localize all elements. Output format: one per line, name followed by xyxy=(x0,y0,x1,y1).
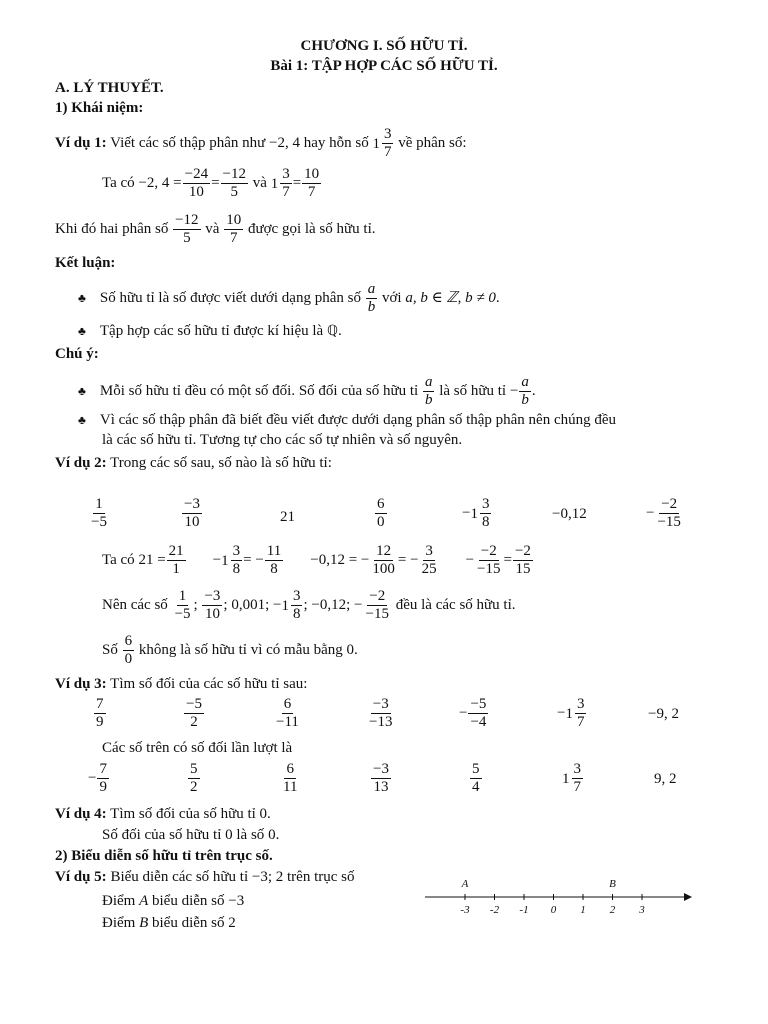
den: −15 xyxy=(477,561,501,577)
axis-tick-label: -2 xyxy=(489,904,500,916)
ex3-ans-b xyxy=(187,761,201,796)
note-item-2 xyxy=(78,411,616,429)
num: 6 xyxy=(124,633,133,649)
text: Ta có xyxy=(102,551,139,568)
num: −2 xyxy=(661,496,678,512)
sep: ; xyxy=(193,596,198,613)
whole: 1 xyxy=(281,597,289,614)
den: 7 xyxy=(383,144,392,160)
den: 7 xyxy=(229,230,238,246)
fraction xyxy=(468,696,488,731)
den: 9 xyxy=(99,779,107,795)
math: 0 xyxy=(225,827,233,843)
text: Vì các số thập phân đã biết đều viết được dưới dạng phân số thập phân nên chúng đều xyxy=(99,412,617,428)
ex2-item-g xyxy=(646,496,684,531)
num: 3 xyxy=(292,588,301,604)
den: 5 xyxy=(183,230,191,246)
num: 3 xyxy=(282,166,290,182)
text: Tìm số đối của số hữu tỉ xyxy=(106,806,260,822)
fraction xyxy=(420,543,439,578)
fraction xyxy=(123,633,135,668)
text: biểu diễn số xyxy=(148,915,229,931)
den: 13 xyxy=(373,779,389,795)
concept-heading: 1) Khái niệm: xyxy=(55,100,144,116)
number-line xyxy=(420,872,705,922)
note-item-2-cont: là các số hữu tỉ. Tương tự cho các số tự nhiên và số nguyên. xyxy=(102,432,463,448)
ex2-item-a xyxy=(88,496,110,531)
num: 6 xyxy=(283,696,292,712)
math: a, b ∈ ℤ, b ≠ 0 xyxy=(405,289,496,306)
den: 9 xyxy=(96,714,104,730)
den: 0 xyxy=(124,651,133,667)
den: b xyxy=(367,299,376,315)
text: Tập hợp các số hữu tỉ được kí hiệu là xyxy=(99,323,327,339)
fraction xyxy=(265,543,283,578)
ex3-item-c xyxy=(273,696,302,731)
num: −2 xyxy=(369,588,386,604)
den: 8 xyxy=(481,514,490,530)
fraction xyxy=(173,588,193,623)
math: −2, 4 = xyxy=(138,174,182,191)
fraction xyxy=(302,166,321,201)
example-2-not-rational xyxy=(102,633,358,668)
mixed-number xyxy=(281,588,303,623)
text: . xyxy=(531,382,536,399)
fraction xyxy=(470,761,482,796)
math: 21 = xyxy=(138,551,166,568)
fraction xyxy=(572,761,584,796)
math: 0 xyxy=(346,641,355,658)
math: −3; 2 xyxy=(251,869,284,885)
math: = xyxy=(503,551,512,568)
note-item-1 xyxy=(78,374,536,409)
ex3-ans-d xyxy=(370,761,392,796)
example-2-line xyxy=(55,454,332,472)
text: Số xyxy=(102,641,122,658)
text: . xyxy=(275,827,280,843)
fraction xyxy=(382,126,394,161)
ex3-item-a xyxy=(93,696,107,731)
axis-tick-label: 2 xyxy=(609,904,616,916)
mixed-number xyxy=(372,126,394,161)
num: 5 xyxy=(190,761,198,777)
text: với xyxy=(378,289,406,306)
text: . xyxy=(337,323,342,339)
whole: 1 xyxy=(270,175,279,192)
example-5-point-a xyxy=(102,892,244,910)
sign: − xyxy=(88,769,97,786)
text: Khi đó hai phân số xyxy=(55,220,173,237)
example-1-label: Ví dụ 1: xyxy=(55,134,107,151)
den: −15 xyxy=(657,514,681,530)
sign: − xyxy=(557,704,566,721)
math: 0 xyxy=(259,806,268,822)
den: 10 xyxy=(188,184,204,200)
whole: 1 xyxy=(562,770,570,787)
text: Mỗi số hữu tỉ đều có một số đối. Số đối của số hữu tỉ xyxy=(99,382,422,399)
sep: ; xyxy=(303,596,308,613)
ex3-item-d xyxy=(366,696,395,731)
math: 0,001; xyxy=(231,596,270,613)
text: và xyxy=(201,220,224,237)
math: = − xyxy=(397,551,419,568)
math: −0,12; xyxy=(311,596,351,613)
fraction xyxy=(173,212,200,247)
fraction xyxy=(281,761,299,796)
axis-tick-label: -1 xyxy=(519,904,529,916)
example-4-label: Ví dụ 4: xyxy=(55,806,107,822)
example-3-line xyxy=(55,675,307,693)
den: 0 xyxy=(377,514,385,530)
club-bullet-icon: ♣ xyxy=(78,383,86,398)
text: Ta có xyxy=(102,174,139,191)
rational-set-symbol: ℚ xyxy=(326,323,338,339)
den: 7 xyxy=(576,714,585,730)
axis-tick-label: 3 xyxy=(639,904,645,916)
fraction xyxy=(370,543,397,578)
num: 6 xyxy=(286,761,294,777)
den: 7 xyxy=(573,779,581,795)
den: −11 xyxy=(276,714,299,730)
fraction xyxy=(423,374,435,409)
num: 11 xyxy=(266,543,282,559)
text: Nên các số xyxy=(102,596,172,613)
den: 8 xyxy=(232,561,241,577)
sign: − xyxy=(465,551,475,568)
text: biểu diễn số xyxy=(148,893,229,909)
text: Trong các số sau, số nào là số hữu tỉ: xyxy=(106,455,332,471)
math: −3 xyxy=(228,893,245,909)
example-1-calc xyxy=(102,166,322,201)
num: −3 xyxy=(373,761,389,777)
lesson-title: Bài 1: TẬP HỢP CÁC SỐ HỮU TỈ. xyxy=(270,58,498,74)
num: 3 xyxy=(425,543,433,559)
mixed-number xyxy=(271,166,293,201)
fraction xyxy=(231,543,243,578)
num: 3 xyxy=(232,543,241,559)
math: = − xyxy=(243,551,264,568)
mixed-number xyxy=(565,696,587,731)
sign: − xyxy=(462,504,471,521)
text: là số hữu tỉ xyxy=(435,382,510,399)
fraction xyxy=(167,543,186,578)
fraction xyxy=(224,212,243,247)
fraction xyxy=(221,166,248,201)
text: Viết các số thập phân như xyxy=(106,134,270,151)
text: Biểu diễn các số hữu tỉ xyxy=(106,869,252,885)
num: 5 xyxy=(472,761,480,777)
fraction xyxy=(367,696,394,731)
ex2-item-f: −0,12 xyxy=(552,506,587,522)
den: 8 xyxy=(292,606,301,622)
point-a-label: A xyxy=(461,878,469,890)
fraction xyxy=(183,166,210,201)
num: a xyxy=(424,374,433,390)
point-label: A xyxy=(139,893,149,909)
ex3-ans-e xyxy=(469,761,483,796)
fraction xyxy=(371,761,391,796)
fraction xyxy=(364,588,391,623)
den: −5 xyxy=(91,514,107,530)
fraction xyxy=(475,543,502,578)
num: 21 xyxy=(168,543,184,559)
text: Điểm xyxy=(102,893,140,909)
club-bullet-icon: ♣ xyxy=(78,324,86,338)
sign: − xyxy=(354,596,363,613)
fraction xyxy=(291,588,303,623)
axis-arrow-icon xyxy=(684,893,692,901)
num: 1 xyxy=(95,496,103,512)
axis-tick-label: 1 xyxy=(580,904,586,916)
text: không là số hữu tỉ vì có mẫu bằng xyxy=(135,641,347,658)
fraction xyxy=(94,696,106,731)
num: −12 xyxy=(222,166,247,182)
num: 7 xyxy=(96,696,104,712)
den: 5 xyxy=(230,184,239,200)
den: 100 xyxy=(372,561,395,577)
sign: − xyxy=(646,504,655,521)
text: Số đối của số hữu tỉ xyxy=(102,827,226,843)
num: 12 xyxy=(376,543,392,559)
fraction xyxy=(375,496,387,531)
den: −15 xyxy=(365,606,389,622)
ex3-item-b xyxy=(183,696,205,731)
text: hay hỗn số xyxy=(299,134,373,151)
club-bullet-icon: ♣ xyxy=(78,290,86,305)
num: 3 xyxy=(573,761,581,777)
den: b xyxy=(521,392,529,408)
ex3-item-f xyxy=(557,696,587,731)
ex3-item-g: −9, 2 xyxy=(648,706,679,722)
text: Điểm xyxy=(102,915,140,931)
club-bullet-icon: ♣ xyxy=(78,413,86,427)
fraction xyxy=(280,166,292,201)
math: − xyxy=(509,382,519,399)
ex3-ans-a xyxy=(88,761,110,796)
den: 2 xyxy=(190,714,198,730)
text: về phân số: xyxy=(394,134,467,151)
ex3-ans-c xyxy=(280,761,300,796)
conclusion-item-1 xyxy=(78,281,500,316)
ex2-item-b xyxy=(181,496,203,531)
den: 4 xyxy=(472,779,480,795)
example-5-label: Ví dụ 5: xyxy=(55,869,107,885)
example-4-line xyxy=(55,805,271,823)
fraction xyxy=(202,588,222,623)
den: b xyxy=(424,392,433,408)
math: = xyxy=(292,174,302,191)
text: . xyxy=(495,289,500,306)
fraction xyxy=(519,374,531,409)
chapter-title: CHƯƠNG I. SỐ HỮU TỈ. xyxy=(300,38,468,54)
example-2-label: Ví dụ 2: xyxy=(55,455,107,471)
den: −13 xyxy=(369,714,393,730)
fraction xyxy=(274,696,301,731)
mixed-number xyxy=(221,543,243,578)
text: đều là các số hữu tỉ. xyxy=(391,596,516,613)
num: 10 xyxy=(304,166,320,182)
fraction xyxy=(513,543,533,578)
num: a xyxy=(521,374,529,390)
den: 8 xyxy=(270,561,278,577)
axis-tick-label: -3 xyxy=(460,904,470,916)
math: = xyxy=(211,174,220,191)
note-heading: Chú ý: xyxy=(55,346,99,362)
num: a xyxy=(367,281,376,297)
mixed-number xyxy=(562,761,584,796)
den: 10 xyxy=(184,514,200,530)
math: 0 xyxy=(268,827,276,843)
sign: − xyxy=(273,596,282,613)
conclusion-item-2 xyxy=(78,322,342,340)
section-a-heading: A. LÝ THUYẾT. xyxy=(55,80,164,96)
num: 1 xyxy=(178,588,187,604)
num: −2 xyxy=(480,543,497,559)
example-3-label: Ví dụ 3: xyxy=(55,676,107,692)
den: 25 xyxy=(421,561,437,577)
num: 3 xyxy=(576,696,585,712)
example-5-line xyxy=(55,868,355,886)
num: −12 xyxy=(175,212,199,228)
num: 3 xyxy=(481,496,490,512)
den: −4 xyxy=(470,714,487,730)
ex3-ans-g: 9, 2 xyxy=(654,771,677,787)
whole: 1 xyxy=(470,505,478,522)
num: 10 xyxy=(226,212,242,228)
den: 11 xyxy=(283,779,298,795)
example-3-mid: Các số trên có số đối lần lượt là xyxy=(102,740,293,756)
num: −3 xyxy=(372,696,389,712)
whole: 1 xyxy=(221,552,229,569)
text: và xyxy=(249,174,271,191)
point-b-label: B xyxy=(609,878,616,890)
text: trên trục số xyxy=(283,869,355,885)
whole: 1 xyxy=(372,135,380,152)
fraction xyxy=(480,496,492,531)
num: −2 xyxy=(514,543,531,559)
fraction xyxy=(575,696,587,731)
den: 7 xyxy=(307,184,316,200)
example-2-list xyxy=(102,588,516,623)
num: −5 xyxy=(470,696,487,712)
fraction xyxy=(184,696,204,731)
text: là số xyxy=(232,827,269,843)
text: . xyxy=(267,806,271,822)
fraction xyxy=(182,496,202,531)
text: . xyxy=(354,641,358,658)
math: −2, 4 xyxy=(269,134,300,151)
axis-tick-label: 0 xyxy=(550,904,557,916)
fraction xyxy=(97,761,109,796)
ex3-item-e xyxy=(459,696,489,731)
fraction xyxy=(188,761,200,796)
example-1-conclusion xyxy=(55,212,375,247)
ex2-item-d xyxy=(374,496,388,531)
den: 1 xyxy=(172,561,180,577)
den: 15 xyxy=(515,561,531,577)
sign: − xyxy=(212,551,222,568)
text: được gọi là số hữu tỉ. xyxy=(244,220,376,237)
ex2-item-e xyxy=(462,496,492,531)
text: Tìm số đối của các số hữu tỉ sau: xyxy=(106,676,308,692)
num: −3 xyxy=(184,496,200,512)
conclusion-heading: Kết luận: xyxy=(55,255,116,271)
num: 7 xyxy=(99,761,107,777)
ex3-ans-f xyxy=(562,761,584,796)
math: −0,12 = − xyxy=(310,551,370,568)
num: 6 xyxy=(377,496,385,512)
sign: − xyxy=(459,704,468,721)
ex2-item-c: 21 xyxy=(280,509,295,525)
num: −24 xyxy=(184,166,209,182)
sep: ; xyxy=(223,596,228,613)
num: −3 xyxy=(204,588,221,604)
den: 7 xyxy=(282,184,290,200)
example-2-calc xyxy=(102,543,534,578)
den: 2 xyxy=(190,779,198,795)
point-label: B xyxy=(139,915,149,931)
den: 10 xyxy=(204,606,220,622)
fraction xyxy=(366,281,378,316)
text: Số hữu tỉ là số được viết dưới dạng phân số xyxy=(99,289,365,306)
example-5-point-b xyxy=(102,914,236,932)
example-4-answer xyxy=(102,826,279,844)
fraction xyxy=(89,496,109,531)
math: 2 xyxy=(228,915,236,931)
example-1-line xyxy=(55,126,467,161)
den: −5 xyxy=(174,606,191,622)
number-line-heading: 2) Biểu diễn số hữu tỉ trên trục số. xyxy=(55,848,273,864)
num: −5 xyxy=(186,696,202,712)
num: 3 xyxy=(383,126,392,142)
fraction xyxy=(655,496,682,531)
mixed-number xyxy=(470,496,492,531)
whole: 1 xyxy=(565,705,573,722)
